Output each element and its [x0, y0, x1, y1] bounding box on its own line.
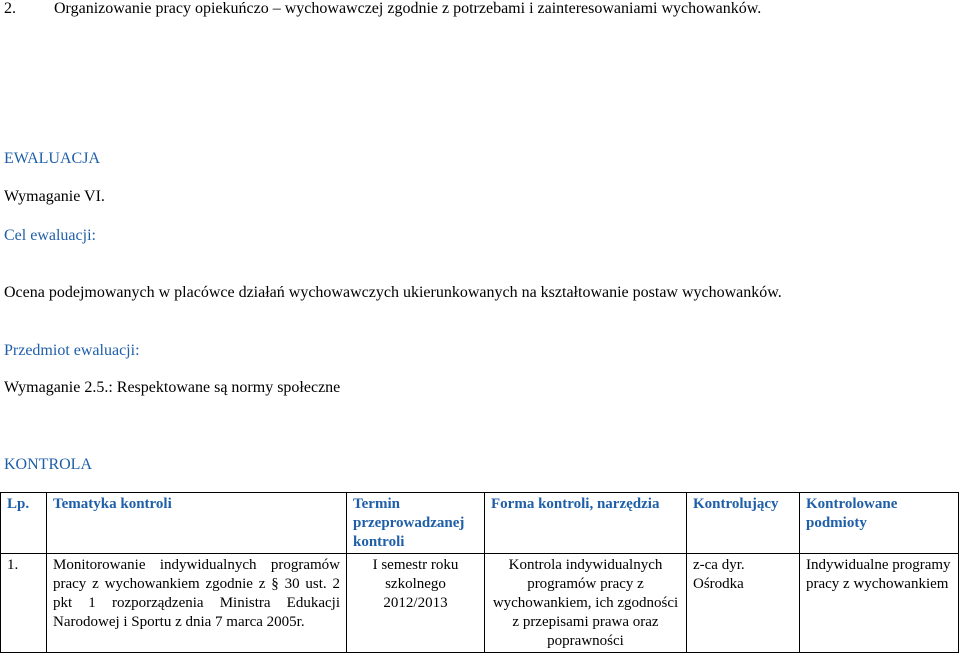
col-subjects: Kontrolowane podmioty: [800, 493, 959, 554]
section-title: Organizowanie pracy opiekuńczo – wychowawczej zgodnie z potrzebami i zainteresowaniami wychowanków.: [54, 0, 762, 17]
col-controller: Kontrolujący: [687, 493, 800, 554]
goal-text: Ocena podejmowanych w placówce działań wychowawczych ukierunkowanych na kształtowanie postaw wychowanków.: [4, 284, 782, 301]
cell-term: I semestr roku szkolnego 2012/2013: [347, 554, 485, 653]
col-term: Termin przeprowadzanej kontroli: [347, 493, 485, 554]
col-lp: Lp.: [1, 493, 47, 554]
kontrola-heading: KONTROLA: [4, 456, 92, 473]
subject-label: Przedmiot ewaluacji:: [4, 342, 140, 359]
kontrola-table: [0, 492, 959, 653]
table-header-row: [1, 493, 959, 554]
cell-subjects: Indywidualne programy pracy z wychowankiem: [800, 554, 959, 653]
cell-lp: 1.: [1, 554, 47, 653]
subject-text: Wymaganie 2.5.: Respektowane są normy społeczne: [4, 379, 341, 396]
col-topic: Tematyka kontroli: [47, 493, 347, 554]
requirement-label: Wymaganie VI.: [4, 188, 105, 205]
table-row: [1, 554, 959, 653]
cell-form: Kontrola indywidualnych programów pracy z wychowankiem, ich zgodności z przepisami prawa oraz poprawności: [485, 554, 687, 653]
cell-topic: Monitorowanie indywidualnych programów pracy z wychowankiem zgodnie z § 30 ust. 2 pkt 1 rozporządzenia Ministra Edukacji Narodowej i Sportu z dnia 7 marca 2005r.: [47, 554, 347, 653]
goal-label: Cel ewaluacji:: [4, 227, 96, 244]
section-number: 2.: [4, 0, 16, 17]
col-form: Forma kontroli, narzędzia: [485, 493, 687, 554]
ewaluacja-heading: EWALUACJA: [4, 150, 100, 167]
cell-controller: z-ca dyr. Ośrodka: [687, 554, 800, 653]
